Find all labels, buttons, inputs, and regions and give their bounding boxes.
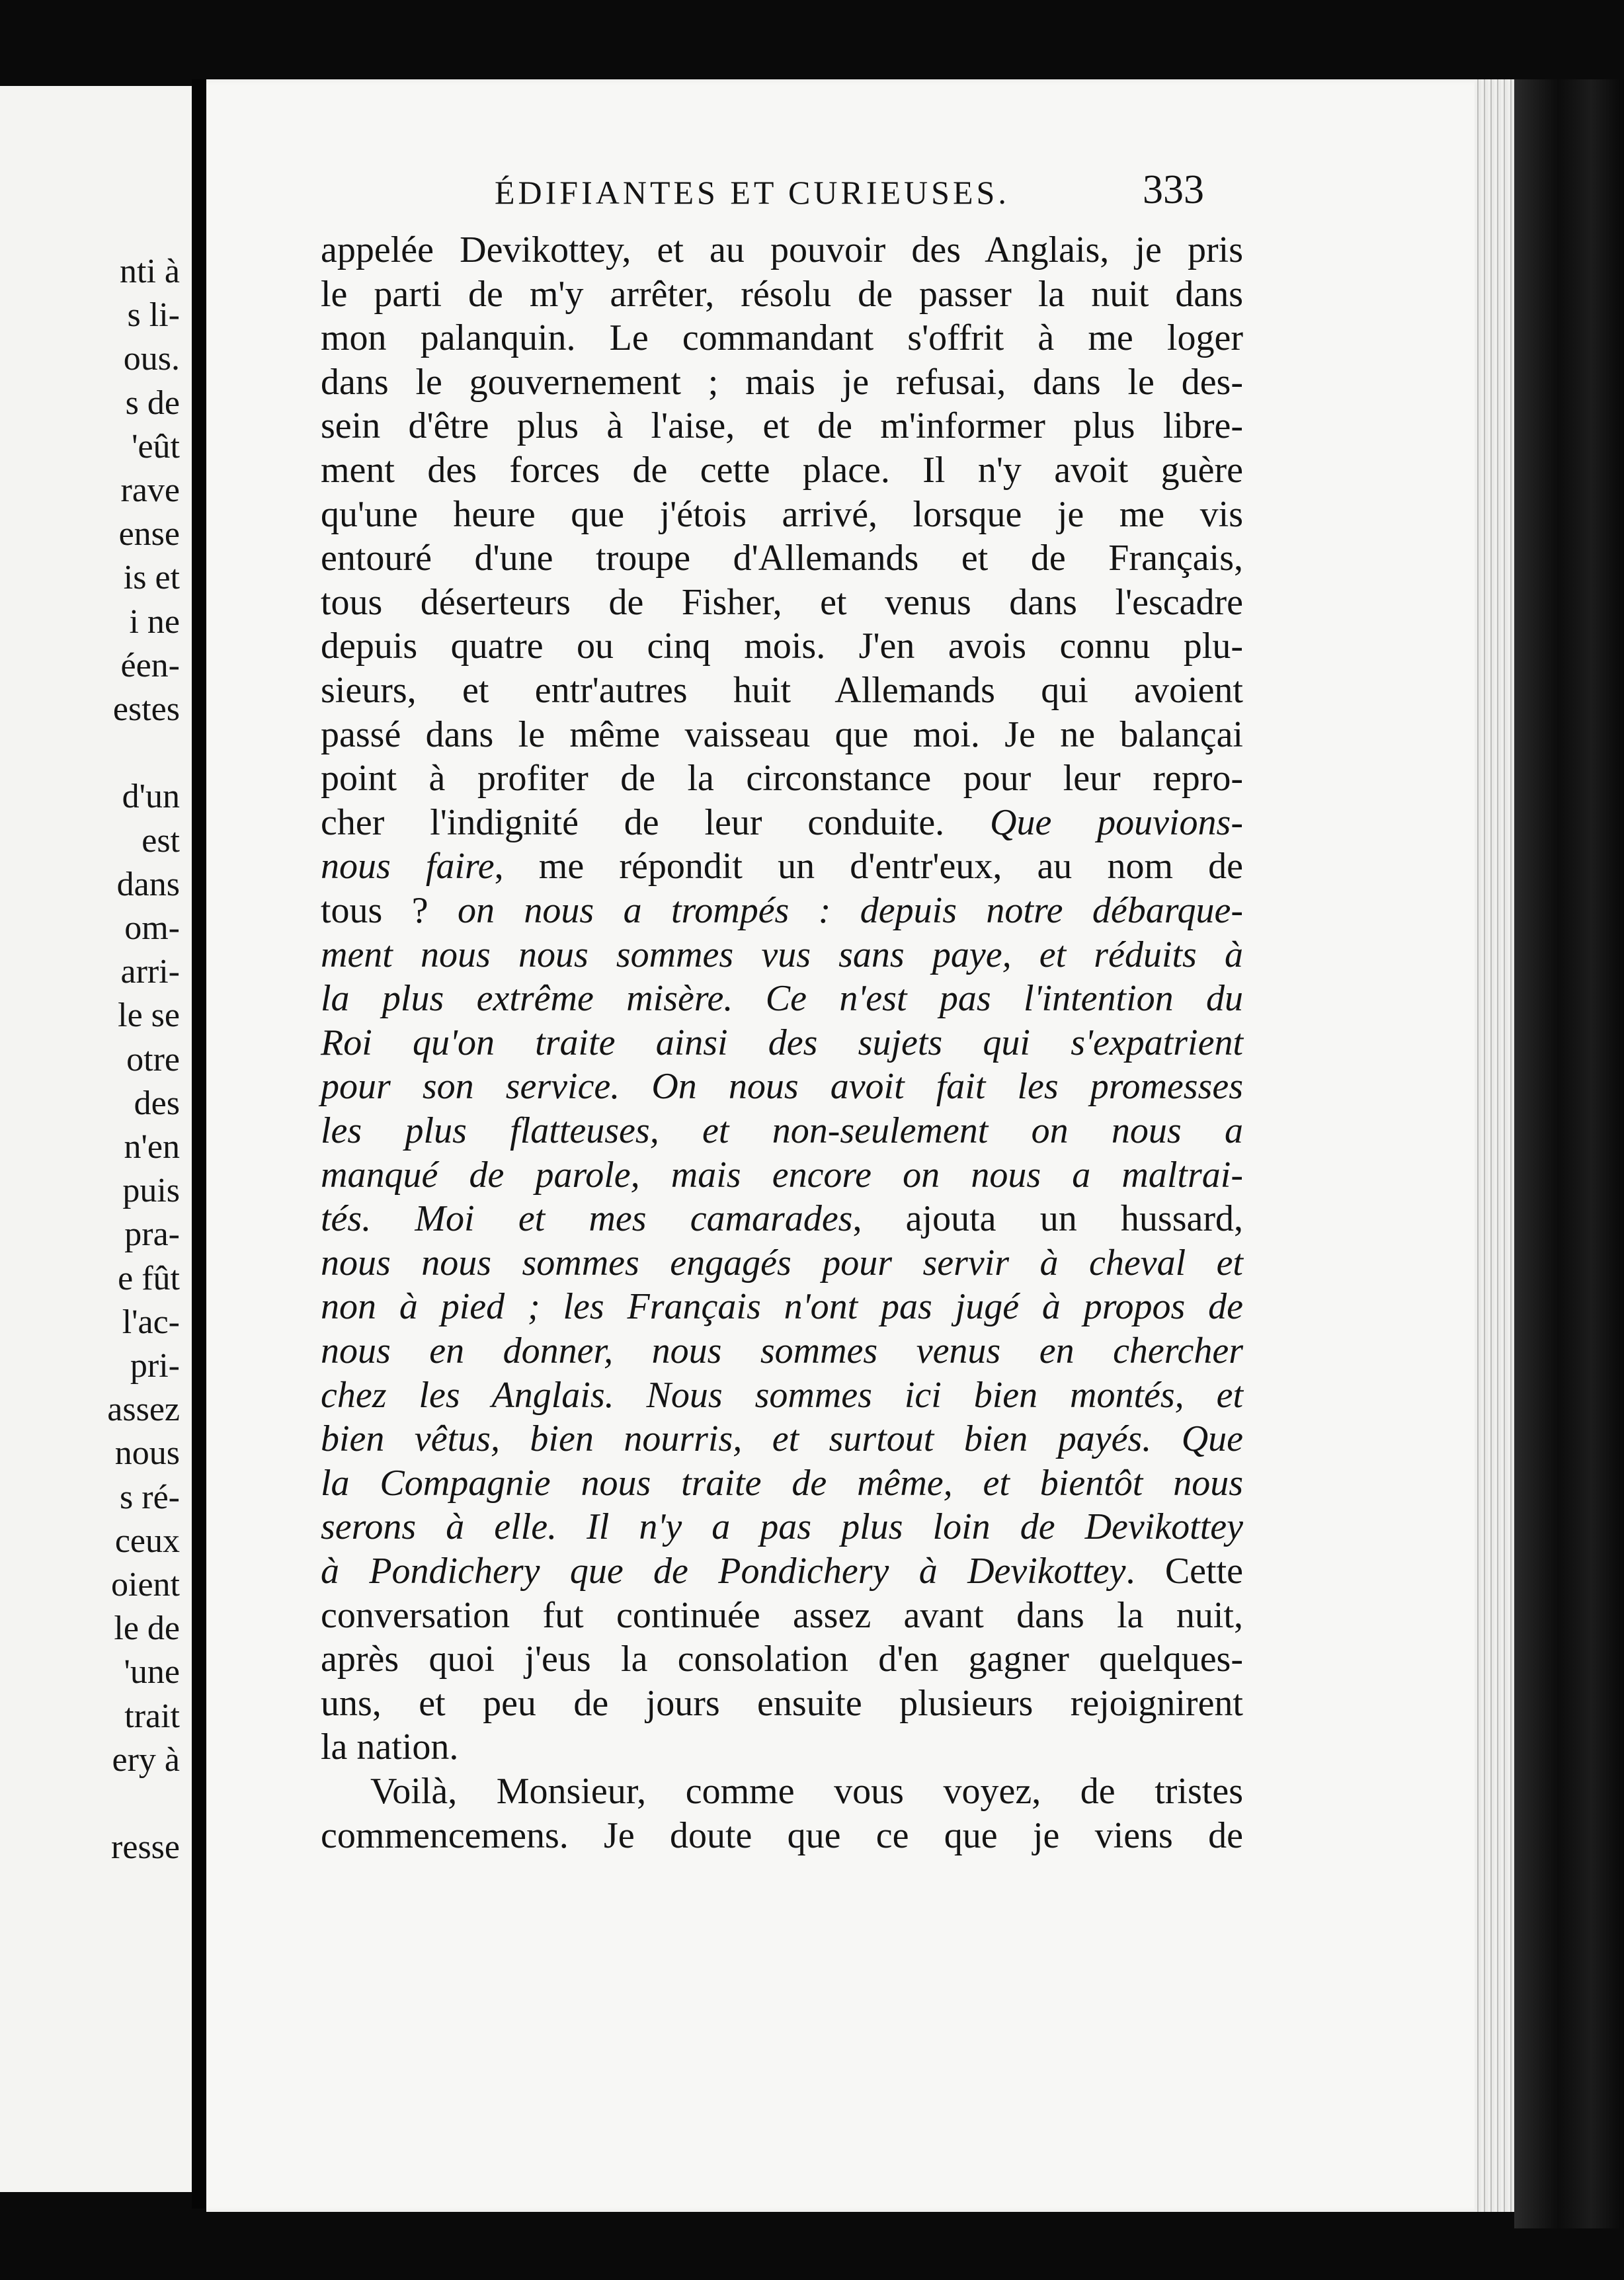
text-line [321, 316, 1243, 360]
left-page-line-fragment: l'ac- [122, 1303, 180, 1341]
left-page-line-fragment: s ré- [120, 1478, 180, 1516]
text-line [321, 624, 1243, 668]
text-line [321, 1594, 1243, 1637]
text-line [321, 360, 1243, 404]
text-line [321, 1417, 1243, 1461]
italic-text: à Pondichery que de Pondichery à Devikottey [321, 1551, 1126, 1592]
roman-text: qu'une heure que j'étois arrivé, lorsque je me vis [321, 493, 1243, 535]
left-page-line-fragment: est [142, 821, 180, 860]
italic-text: serons à elle. Il n'y a pas plus loin de Devikottey [321, 1506, 1243, 1548]
text-line [321, 1153, 1243, 1197]
roman-text: depuis quatre ou cinq mois. J'en avois connu plu- [321, 626, 1243, 667]
text-line [321, 1505, 1243, 1549]
roman-text: mon palanquin. Le commandant s'offrit à me loger [321, 317, 1243, 359]
roman-text: . Cette [1125, 1551, 1243, 1592]
left-page-line-fragment: puis [122, 1172, 180, 1210]
roman-text: le parti de m'y arrêter, résolu de passer la nuit dans [321, 273, 1243, 315]
roman-text: commencemens. Je doute que ce que je viens de [321, 1814, 1243, 1856]
italic-text: Roi qu'on traite ainsi des sujets qui s'expatrient [321, 1022, 1243, 1063]
roman-text: appelée Devikottey, et au pouvoir des Anglais, je pris [321, 229, 1243, 270]
italic-text: les plus flatteuses, et non-seulement on nous a [321, 1110, 1243, 1151]
text-line [321, 1725, 1243, 1769]
text-line [321, 1065, 1243, 1108]
text-line [321, 1637, 1243, 1681]
text-line [321, 1241, 1243, 1285]
text-line [321, 1197, 1243, 1241]
italic-text: nous nous sommes engagés pour servir à cheval et [321, 1242, 1243, 1283]
roman-text: tous ? [321, 890, 458, 931]
left-page-line-fragment: 'eût [132, 427, 180, 466]
roman-text: sein d'être plus à l'aise, et de m'informer plus libre- [321, 405, 1243, 447]
text-line [370, 1770, 1243, 1813]
text-line [321, 669, 1243, 712]
italic-text: non à pied ; les Français n'ont pas jugé à propos de [321, 1286, 1243, 1328]
italic-text: tés. Moi et mes camarades [321, 1198, 853, 1240]
left-page-line-fragment: ery à [112, 1740, 180, 1779]
roman-text: passé dans le même vaisseau que moi. Je ne balançai [321, 713, 1243, 755]
left-page-line-fragment: assez [107, 1391, 180, 1429]
text-line [321, 1461, 1243, 1505]
roman-text: dans le gouvernement ; mais je refusai, dans le des- [321, 361, 1243, 403]
left-page-line-fragment: s de [125, 384, 180, 422]
text-line [321, 1285, 1243, 1328]
left-page-line-fragment: le se [118, 997, 180, 1035]
text-line [321, 272, 1243, 316]
italic-text: la Compagnie nous traite de même, et bientôt nous [321, 1462, 1243, 1504]
roman-text: point à profiter de la circonstance pour leur repro- [321, 758, 1243, 799]
roman-text: conversation fut continuée assez avant dans la nuit, [321, 1594, 1243, 1636]
left-page-line-fragment: otre [126, 1040, 180, 1079]
left-page-line-fragment: e fût [118, 1259, 180, 1297]
roman-text: , ajouta un hussard, [852, 1198, 1243, 1240]
left-page-line-fragment: ense [118, 515, 180, 553]
left-page-line-fragment: oient [111, 1566, 180, 1604]
text-line [321, 1814, 1243, 1857]
text-line [321, 404, 1243, 448]
text-line [321, 1549, 1243, 1593]
left-page-line-fragment: is et [123, 559, 180, 597]
text-line [321, 933, 1243, 977]
left-page-line-fragment: dans [116, 865, 180, 903]
text-line [321, 801, 1243, 844]
italic-text: ment nous nous sommes vus sans paye, et réduits à [321, 934, 1243, 975]
left-page-line-fragment: des [134, 1084, 180, 1122]
italic-text: la plus extrême misère. Ce n'est pas l'intention du [321, 978, 1243, 1020]
italic-text: Que pouvions- [990, 801, 1244, 843]
text-line [321, 756, 1243, 800]
text-line [321, 536, 1243, 580]
roman-text: après quoi j'eus la consolation d'en gagner quelques- [321, 1639, 1243, 1680]
left-page-line-fragment: resse [111, 1828, 180, 1867]
roman-text: entouré d'une troupe d'Allemands et de Français, [321, 538, 1243, 579]
roman-text: , me répondit un d'entr'eux, au nom de [494, 846, 1243, 887]
text-line [321, 1021, 1243, 1065]
italic-text: on nous a trompés : depuis notre débarque- [458, 890, 1243, 931]
previous-page-fragment [0, 86, 192, 2192]
text-line [321, 889, 1243, 932]
left-page-line-fragment: s li- [127, 296, 180, 335]
roman-text: uns, et peu de jours ensuite plusieurs rejoignirent [321, 1682, 1243, 1724]
roman-text: Voilà, Monsieur, comme vous voyez, de tristes [370, 1771, 1243, 1812]
left-page-line-fragment: éen- [120, 646, 180, 684]
text-line [321, 1682, 1243, 1725]
left-page-line-fragment: i ne [129, 602, 180, 641]
left-page-line-fragment: pri- [130, 1347, 180, 1385]
text-line [321, 493, 1243, 536]
page-edges [1475, 79, 1514, 2212]
left-page-line-fragment: ous. [123, 340, 180, 378]
left-page-line-fragment: le de [114, 1609, 180, 1648]
left-page-line-fragment: ceux [114, 1522, 180, 1560]
text-line [321, 1109, 1243, 1153]
italic-text: chez les Anglais. Nous sommes ici bien montés, et [321, 1374, 1243, 1416]
text-line [321, 1329, 1243, 1373]
left-page-line-fragment: 'une [124, 1653, 180, 1691]
left-page-line-fragment: n'en [124, 1128, 180, 1166]
left-page-line-fragment: nous [114, 1434, 180, 1473]
roman-text: ment des forces de cette place. Il n'y avoit guère [321, 450, 1243, 491]
left-page-line-fragment: om- [124, 909, 180, 947]
text-line [321, 713, 1243, 756]
scan-edge-right [1514, 79, 1624, 2228]
italic-text: pour son service. On nous avoit fait les promesses [321, 1066, 1243, 1108]
text-line [321, 448, 1243, 492]
page-number: 333 [1143, 167, 1204, 212]
italic-text: nous faire [321, 846, 495, 887]
left-page-line-fragment: pra- [124, 1215, 180, 1254]
left-page-line-fragment: trait [124, 1697, 180, 1735]
roman-text: la nation. [321, 1727, 459, 1768]
roman-text: cher l'indignité de leur conduite. [321, 801, 991, 843]
roman-text: sieurs, et entr'autres huit Allemands qui avoient [321, 670, 1243, 711]
left-page-line-fragment: d'un [122, 778, 180, 816]
text-line [321, 581, 1243, 624]
running-head: ÉDIFIANTES ET CURIEUSES. [495, 174, 1010, 211]
italic-text: nous en donner, nous sommes venus en chercher [321, 1330, 1243, 1371]
text-line [321, 1373, 1243, 1417]
text-line [321, 228, 1243, 272]
italic-text: bien vêtus, bien nourris, et surtout bien payés. Que [321, 1418, 1243, 1460]
left-page-line-fragment: nti à [120, 253, 180, 290]
italic-text: manqué de parole, mais encore on nous a maltrai- [321, 1154, 1243, 1196]
text-line [321, 844, 1243, 888]
left-page-line-fragment: arri- [120, 953, 180, 991]
book-gutter [192, 79, 206, 2209]
roman-text: tous déserteurs de Fisher, et venus dans l'escadre [321, 581, 1243, 623]
left-page-line-fragment: rave [120, 471, 180, 509]
left-page-line-fragment: estes [112, 690, 180, 728]
text-line [321, 977, 1243, 1020]
